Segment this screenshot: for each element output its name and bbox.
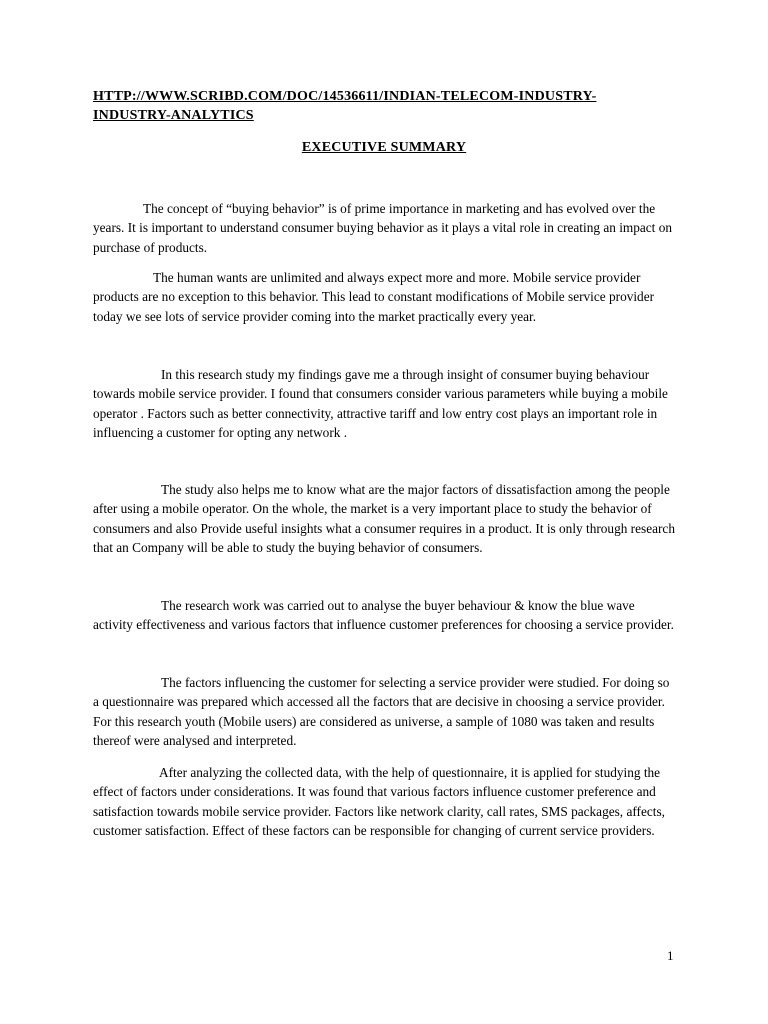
- page-title: EXECUTIVE SUMMARY: [301, 140, 467, 155]
- source-url-link[interactable]: HTTP://WWW.SCRIBD.COM/DOC/14536611/INDIAN-TELECOM-INDUSTRY-INDUSTRY-ANALYTICS: [93, 89, 597, 123]
- paragraph-4: The study also helps me to know what are the major factors of dissatisfaction among the people after using a mobile operator. On the whole, the market is a very important place to study the behavior of consumers and also Provide useful insights what a consumer requires in a product. It is only through research that an Company will be able to study the buying behavior of consumers.: [93, 482, 675, 555]
- paragraph-5: The research work was carried out to analyse the buyer behaviour & know the blue wave activity effectiveness and various factors that influence customer preferences for choosing a service provider.: [93, 598, 674, 633]
- paragraph-6: The factors influencing the customer for selecting a service provider were studied. For doing so a questionnaire was prepared which accessed all the factors that are decisive in choosing a service provider. For this research youth (Mobile users) are considered as universe, a sample of 1080 was taken and results thereof were analysed and interpreted.: [93, 675, 670, 748]
- paragraph-1: The concept of “buying behavior” is of prime importance in marketing and has evolved over the years. It is important to understand consumer buying behavior as it plays a vital role in creating an impact on purchase of products.: [93, 201, 672, 255]
- paragraph-2: The human wants are unlimited and always expect more and more. Mobile service provider products are no exception to this behavior. This lead to constant modifications of Mobile service provider today we see lots of service provider coming into the market practically every year.: [93, 270, 655, 324]
- page-number: 1: [667, 948, 674, 963]
- paragraph-7: After analyzing the collected data, with the help of questionnaire, it is applied for studying the effect of factors under considerations. It was found that various factors influence customer preference and satisfaction towards mobile service provider. Factors like network clarity, call rates, SMS packages, affects, customer satisfaction. Effect of these factors can be responsible for changing of current service providers.: [93, 765, 665, 838]
- paragraph-3: In this research study my findings gave me a through insight of consumer buying behaviour towards mobile service provider. I found that consumers consider various parameters while buying a mobile operator . Factors such as better connectivity, attractive tariff and low entry cost plays an important role in influencing a customer for opting any network .: [93, 367, 668, 440]
